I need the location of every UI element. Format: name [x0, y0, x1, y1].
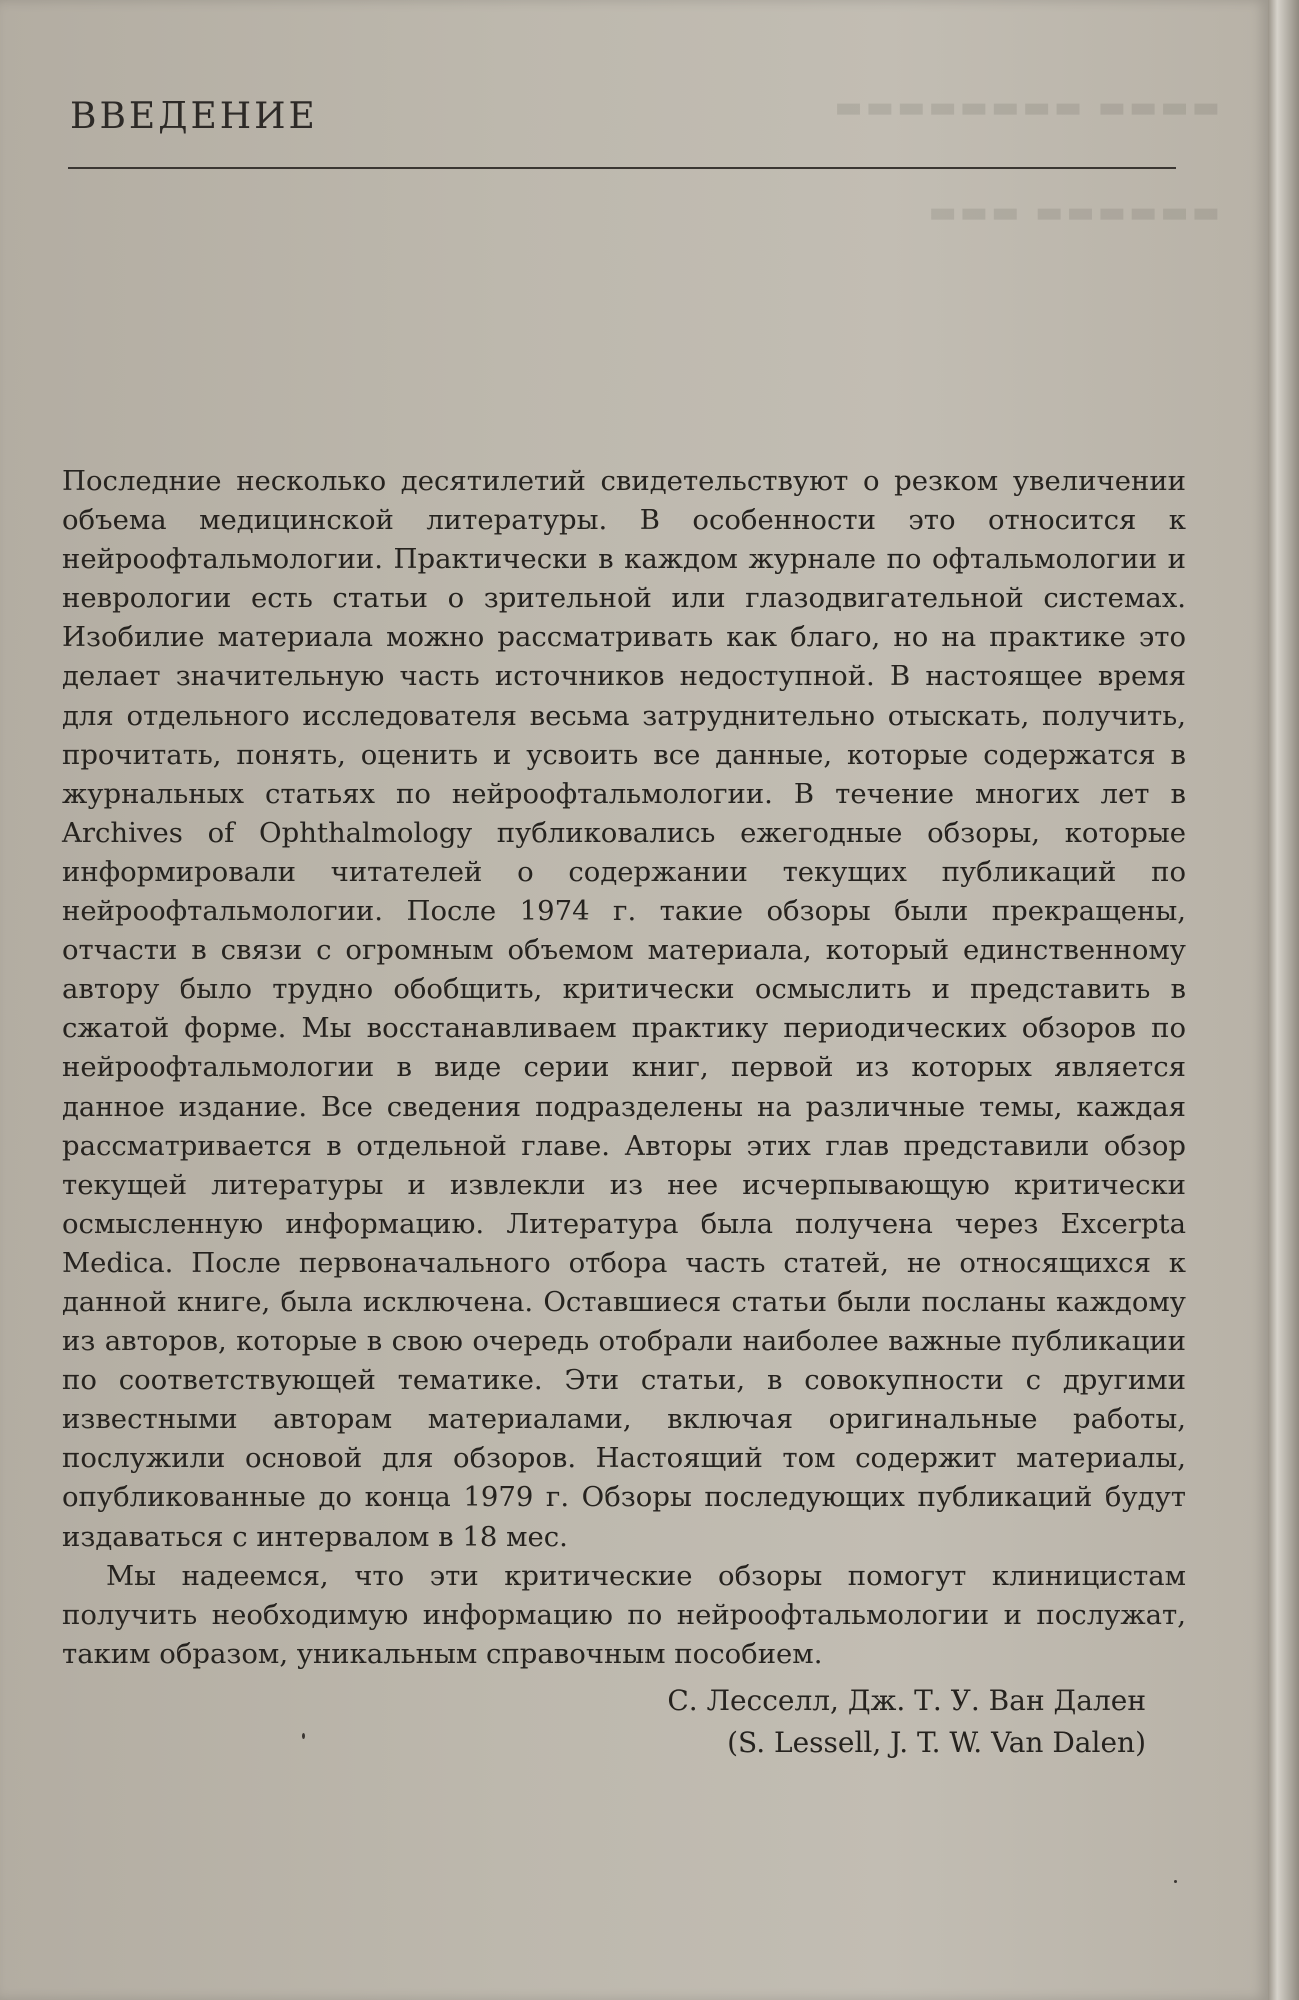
signature — [667, 1680, 1146, 1764]
print-speck — [302, 1733, 305, 1739]
paragraph-1: Последние несколько десятилетий свидетельствуют о резком увеличении объема медицинской литературы. В особенности это относится к нейроофтальмологии. Практически в каждом журнале по офтальмологии и неврологии есть статьи о зрительной или глазодвигательной системах. Изобилие материала можно рассматривать как благо, но на практике это делает значительную часть источников недоступной. В настоящее время для отдельного исследователя весьма затруднительно отыскать, получить, прочитать, понять, оценить и усвоить все данные, которые содержатся в журнальных статьях по нейроофтальмологии. В течение многих лет в Archives of Ophthalmology публиковались ежегодные обзоры, которые информировали читателей о содержании текущих публикаций по нейроофтальмологии. После 1974 г. такие обзоры были прекращены, отчасти в связи с огромным объемом материала, который единственному автору было трудно обобщить, критически осмыслить и представить в сжатой форме. Мы восстанавливаем практику периодических обзоров по нейроофтальмологии в виде серии книг, первой из которых является данное издание. Все сведения подразделены на различные темы, каждая рассматривается в отдельной главе. Авторы этих глав представили обзор текущей литературы и извлекли из нее исчерпывающую критически осмысленную информацию. Литература была получена через Excerpta Medica. После первоначального отбора часть статей, не относящихся к данной книге, была исключена. Оставшиеся статьи были посланы каждому из авторов, которые в свою очередь отобрали наиболее важные публикации по соответствующей тематике. Эти статьи, в совокупности с другими известными авторам материалами, включая оригинальные работы, послужили основой для обзоров. Настоящий том содержит материалы, опубликованные до конца 1979 г. Обзоры последующих публикаций будут издаваться с интервалом в 18 мес. — [62, 465, 1186, 1553]
page-edge — [1268, 0, 1299, 2000]
body-text — [62, 462, 1186, 1674]
paragraph-2: Мы надеемся, что эти критические обзоры помогут клиницистам получить необходимую информацию по нейроофтальмологии и послужат, таким образом, уникальным справочным пособием. — [62, 1559, 1186, 1670]
print-speck — [1174, 1880, 1177, 1883]
bleed-through-text: ▬▬▬▬ ▬▬▬▬▬▬▬▬ ▬▬▬▬▬▬ ▬▬▬ — [831, 90, 1220, 230]
page-title: ВВЕДЕНИЕ — [70, 96, 318, 137]
signature-latin: (S. Lessell, J. T. W. Van Dalen) — [727, 1726, 1146, 1759]
signature-russian: С. Лесселл, Дж. Т. У. Ван Дален — [667, 1684, 1146, 1717]
title-divider — [68, 167, 1176, 169]
